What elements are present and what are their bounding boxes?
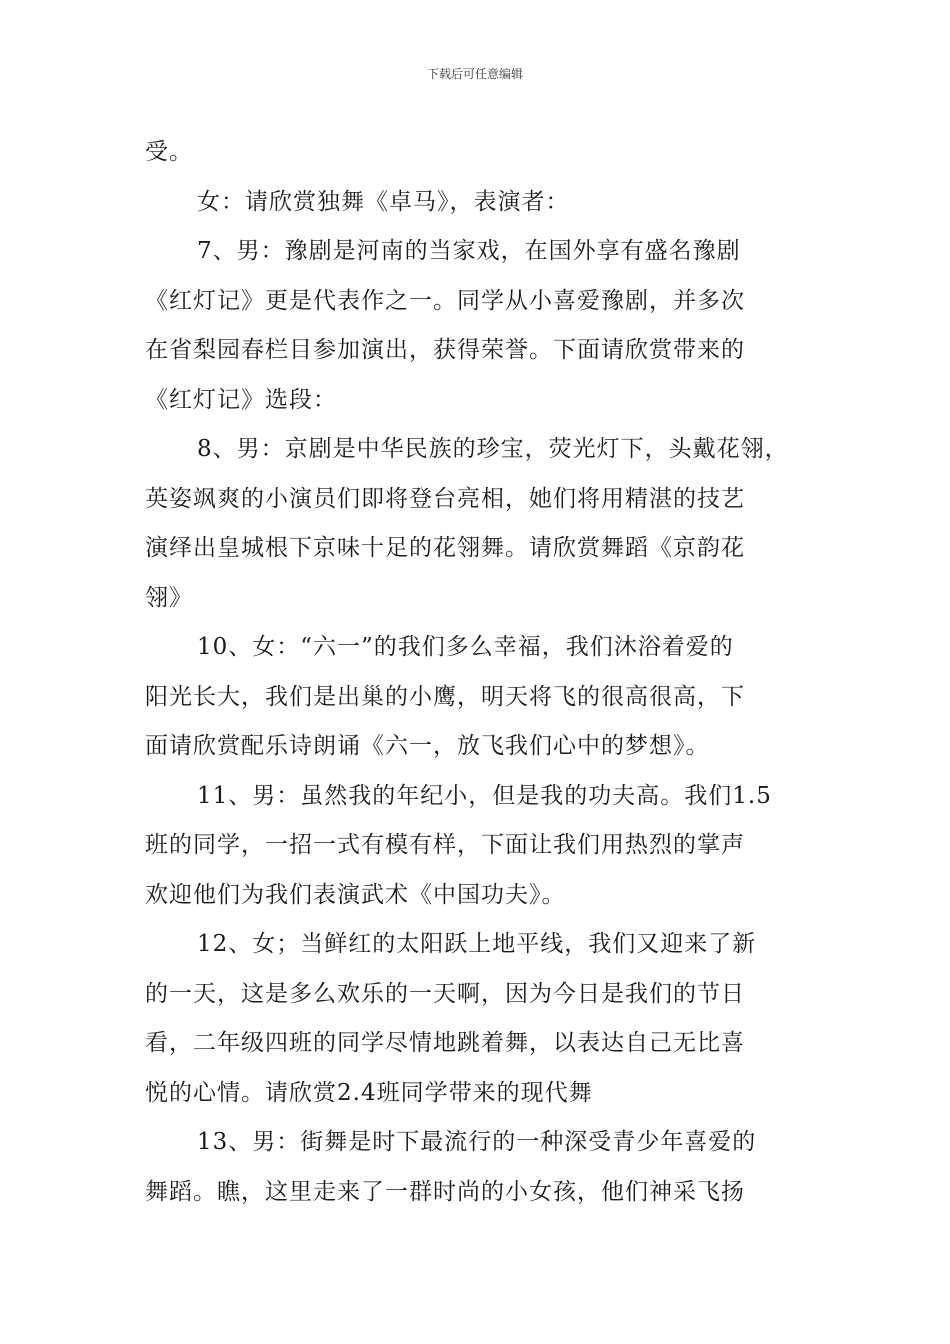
text-line: 英姿飒爽的小演员们即将登台亮相，她们将用精湛的技艺 (145, 485, 745, 512)
text-line: 舞蹈。瞧，这里走来了一群时尚的小女孩，他们神采飞扬 (145, 1178, 745, 1205)
text-line: 女：请欣赏独舞《卓马》，表演者： (197, 188, 570, 215)
paragraph-0 (145, 128, 810, 178)
page-header: 下载后可任意编辑 (426, 67, 523, 81)
paragraph-5 (145, 772, 810, 921)
paragraph-7 (145, 1118, 810, 1217)
text-line: 《红灯记》更是代表作之一。同学从小喜爱豫剧，并多次 (145, 287, 745, 314)
paragraph-2 (145, 227, 810, 425)
text-line: 看，二年级四班的同学尽情地跳着舞，以表达自己无比喜 (145, 1030, 745, 1056)
paragraph-3 (145, 425, 810, 623)
paragraph-6 (145, 920, 810, 1118)
text-line: 演绎出皇城根下京味十足的花翎舞。请欣赏舞蹈《京韵花 (145, 535, 745, 561)
text-line: 阳光长大，我们是出巢的小鹰，明天将飞的很高很高，下 (145, 683, 745, 710)
paragraph-1 (145, 178, 810, 228)
text-line: 欢迎他们为我们表演武术《中国功夫》。 (145, 881, 566, 908)
text-line: 受。 (145, 139, 193, 165)
text-line: 的一天，这是多么欢乐的一天啊，因为今日是我们的节日 (145, 980, 745, 1007)
text-line: 在省梨园春栏目参加演出，获得荣誉。下面请欣赏带来的 (145, 337, 745, 363)
text-line: 10、女：“六一”的我们多么幸福，我们沐浴着爱的 (197, 634, 734, 660)
text-line: 12、女；当鲜红的太阳跃上地平线，我们又迎来了新 (197, 931, 757, 957)
text-line: 8、男：京剧是中华民族的珍宝，荧光灯下，头戴花翎， (197, 436, 789, 462)
text-line: 《红灯记》选段： (145, 386, 337, 413)
text-line: 班的同学，一招一式有模有样，下面让我们用热烈的掌声 (145, 832, 745, 858)
paragraph-4 (145, 623, 810, 772)
document-body (145, 128, 810, 1217)
text-line: 面请欣赏配乐诗朗诵《六一，放飞我们心中的梦想》。 (145, 733, 710, 759)
text-line: 7、男：豫剧是河南的当家戏，在国外享有盛名豫剧 (197, 238, 741, 264)
text-line: 11、男：虽然我的年纪小，但是我的功夫高。我们1.5 (197, 782, 772, 809)
text-line: 悦的心情。请欣赏2.4班同学带来的现代舞 (145, 1079, 593, 1106)
text-line: 13、男：街舞是时下最流行的一种深受青少年喜爱的 (197, 1129, 757, 1155)
text-line: 翎》 (145, 584, 193, 611)
